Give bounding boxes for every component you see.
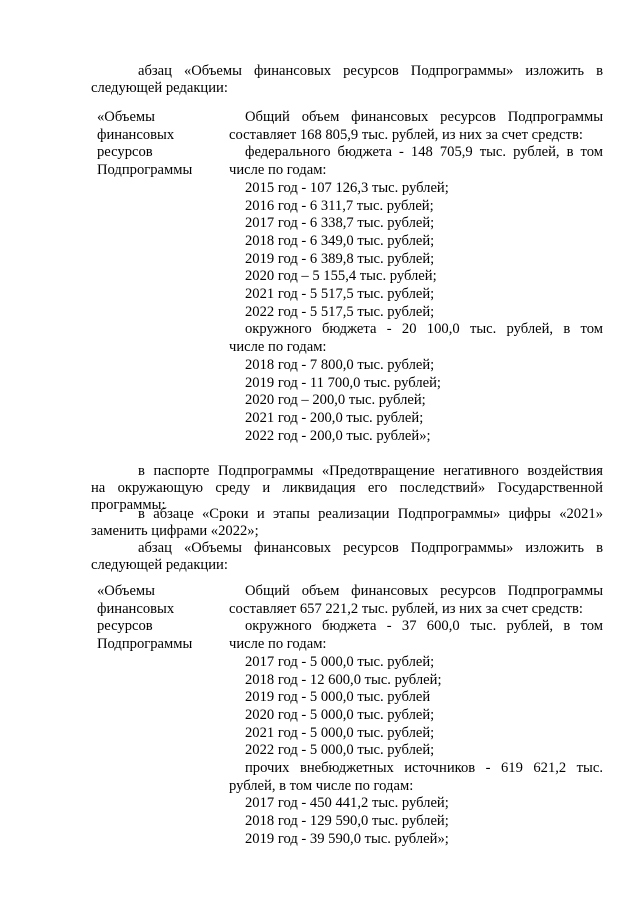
year-line: 2020 год - 5 000,0 тыс. рублей; — [245, 706, 435, 723]
total-line-2: составляет 657 221,2 тыс. рублей, из них за счет средств: — [229, 600, 583, 617]
intro-2-line-2: следующей редакции: — [91, 557, 228, 574]
intro-1-line-2: следующей редакции: — [91, 80, 228, 97]
label-line: финансовых — [97, 126, 175, 143]
label-line: Подпрограммы — [97, 636, 193, 653]
district-line-1: окружного бюджета - 37 600,0 тыс. рублей, в том — [245, 618, 603, 635]
year-line: 2021 год - 5 000,0 тыс. рублей; — [245, 724, 435, 741]
financing-block-2-value — [229, 583, 603, 849]
year-line: 2022 год - 5 517,5 тыс. рублей; — [245, 303, 435, 320]
year-line: 2015 год - 107 126,3 тыс. рублей; — [245, 179, 449, 196]
financing-block-2-label — [97, 583, 227, 654]
district-line-2: числе по годам: — [229, 636, 327, 653]
federal-line-1: федерального бюджета - 148 705,9 тыс. рублей, в том — [245, 144, 603, 161]
federal-line-2: числе по годам: — [229, 162, 327, 179]
terms-line-2: заменить цифрами «2022»; — [91, 523, 259, 540]
year-line: 2016 год - 6 311,7 тыс. рублей; — [245, 197, 434, 214]
label-line: ресурсов — [97, 618, 153, 635]
total-line-2: составляет 168 805,9 тыс. рублей, из них за счет средств: — [229, 126, 583, 143]
passport-line-3: программы: — [91, 497, 166, 514]
year-line: 2019 год - 39 590,0 тыс. рублей»; — [245, 830, 449, 847]
intro-1-line-1: абзац «Объемы финансовых ресурсов Подпрограммы» изложить в — [138, 63, 603, 79]
year-line: 2022 год - 5 000,0 тыс. рублей; — [245, 742, 435, 759]
district-line-1: окружного бюджета - 20 100,0 тыс. рублей, в том — [245, 321, 603, 338]
label-line: финансовых — [97, 600, 175, 617]
label-line: «Объемы — [97, 109, 155, 125]
intro-2-line-1: абзац «Объемы финансовых ресурсов Подпрограммы» изложить в — [138, 540, 603, 556]
financing-block-1-label — [97, 109, 227, 180]
year-line: 2020 год – 200,0 тыс. рублей; — [245, 392, 426, 409]
year-line: 2019 год - 6 389,8 тыс. рублей; — [245, 250, 435, 267]
year-line: 2020 год – 5 155,4 тыс. рублей; — [245, 268, 437, 285]
district-line-2: числе по годам: — [229, 339, 327, 356]
intro-paragraph-1 — [91, 63, 603, 97]
label-line: «Объемы — [97, 583, 155, 599]
total-line-1: Общий объем финансовых ресурсов Подпрограммы — [245, 583, 603, 599]
other-line-1: прочих внебюджетных источников - 619 621,2 тыс. — [245, 760, 603, 777]
year-line: 2017 год - 6 338,7 тыс. рублей; — [245, 215, 435, 232]
year-line: 2018 год - 7 800,0 тыс. рублей; — [245, 356, 435, 373]
year-line: 2019 год - 5 000,0 тыс. рублей — [245, 689, 431, 706]
year-line: 2018 год - 12 600,0 тыс. рублей; — [245, 671, 442, 688]
year-line: 2021 год - 200,0 тыс. рублей; — [245, 409, 424, 426]
other-line-2: рублей, в том числе по годам: — [229, 777, 414, 794]
total-line-1: Общий объем финансовых ресурсов Подпрограммы — [245, 109, 603, 125]
year-line: 2017 год - 5 000,0 тыс. рублей; — [245, 653, 435, 670]
year-line: 2022 год - 200,0 тыс. рублей»; — [245, 427, 431, 444]
year-line: 2018 год - 129 590,0 тыс. рублей; — [245, 813, 449, 830]
passport-line-2: на окружающую среду и ликвидация его последствий» Государственной — [91, 480, 603, 497]
year-line: 2017 год - 450 441,2 тыс. рублей; — [245, 795, 449, 812]
passport-line-1: в паспорте Подпрограммы «Предотвращение негативного воздействия — [138, 463, 603, 479]
label-line: Подпрограммы — [97, 162, 193, 179]
label-line: ресурсов — [97, 144, 153, 161]
year-line: 2018 год - 6 349,0 тыс. рублей; — [245, 232, 435, 249]
terms-line-1: в абзаце «Сроки и этапы реализации Подпрограммы» цифры «2021» — [138, 506, 603, 522]
year-line: 2019 год - 11 700,0 тыс. рублей; — [245, 374, 441, 391]
terms-paragraph — [91, 506, 603, 540]
financing-block-1-value — [229, 109, 603, 445]
intro-paragraph-2 — [91, 540, 603, 574]
year-line: 2021 год - 5 517,5 тыс. рублей; — [245, 286, 435, 303]
